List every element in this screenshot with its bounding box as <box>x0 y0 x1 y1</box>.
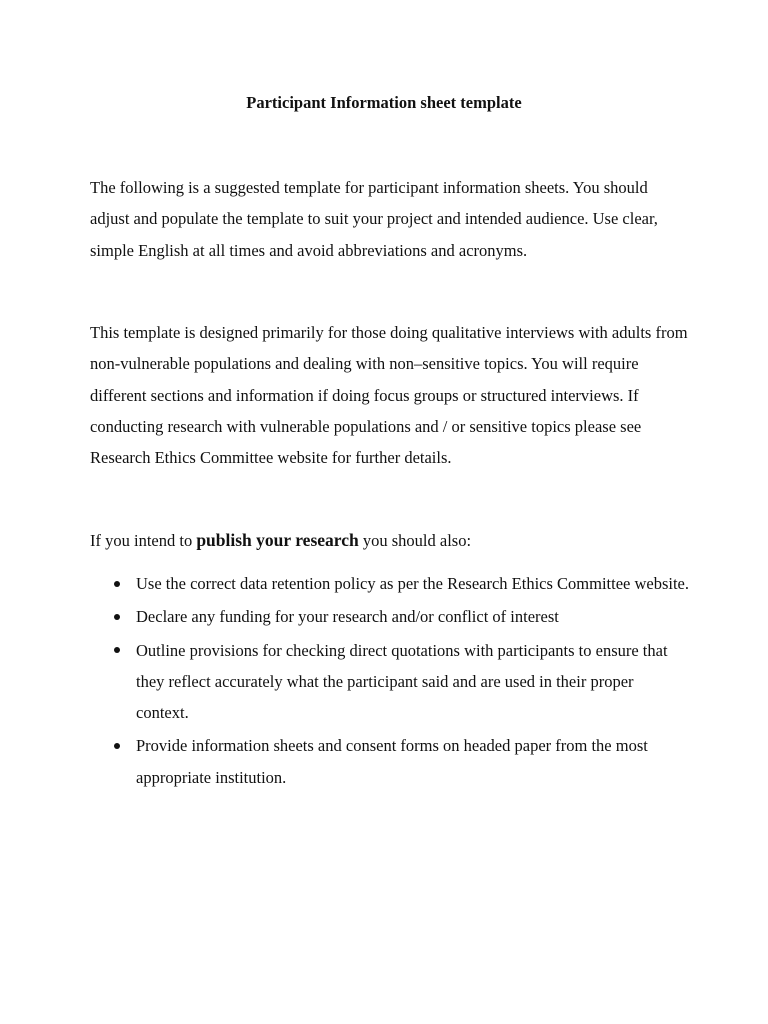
publish-intro-after: you should also: <box>358 531 472 550</box>
list-item <box>90 730 690 793</box>
bullet-icon <box>114 614 120 620</box>
list-item <box>90 635 690 729</box>
list-item-text: Outline provisions for checking direct quotations with participants to ensure that they reflect accurately what the participant said and are used in their proper context. <box>136 640 668 723</box>
intro-paragraph: The following is a suggested template for participant information sheets. You should adjust and populate the template to suit your project and intended audience. Use clear, simple English at all times and avoid abbreviations and acronyms. <box>90 178 658 260</box>
publish-intro-before: If you intend to <box>90 531 197 550</box>
publish-intro <box>90 525 690 556</box>
list-item-text: Declare any funding for your research and/or conflict of interest <box>136 607 559 627</box>
list-item <box>90 568 690 599</box>
bullet-icon <box>114 581 120 587</box>
bullet-icon <box>114 743 120 749</box>
scope-paragraph: This template is designed primarily for those doing qualitative interviews with adults from non-vulnerable populations and dealing with non–sensitive topics. You will require different sections and information if doing focus groups or structured interviews. If conducting research with vulnerable populations and / or sensitive topics please see Research Ethics Committee website for further details. <box>90 323 688 468</box>
list-item <box>90 601 690 632</box>
bullet-icon <box>114 647 120 653</box>
list-item-text: Provide information sheets and consent forms on headed paper from the most appropriate institution. <box>136 736 648 787</box>
publish-emphasis: publish your research <box>196 530 359 550</box>
list-item-text: Use the correct data retention policy as per the Research Ethics Committee website. <box>136 574 690 593</box>
page-title: Participant Information sheet template <box>246 93 522 112</box>
publish-requirements-list <box>90 568 690 795</box>
